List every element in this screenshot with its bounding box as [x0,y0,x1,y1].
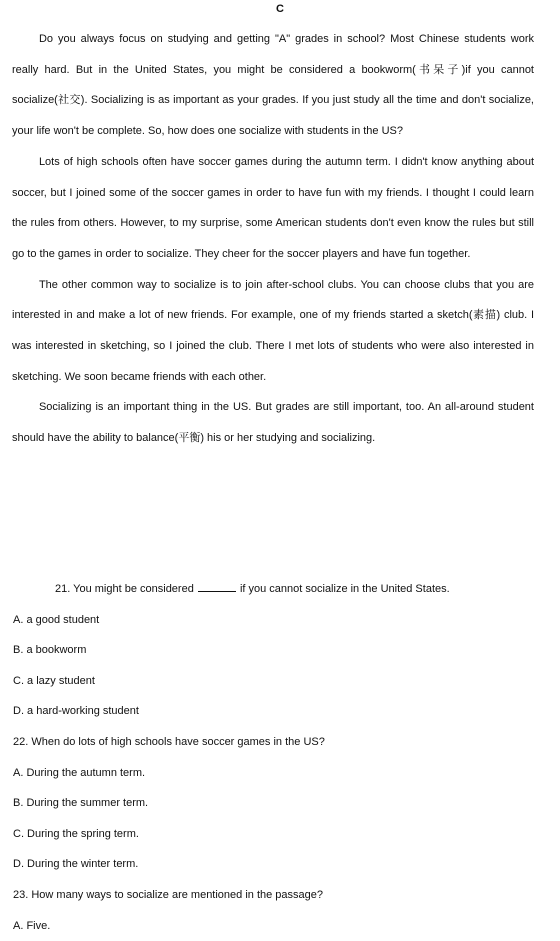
passage-paragraph-4: Socializing is an important thing in the US. But grades are still important, too. An all-around student should have the ability to balance(平衡) his or her studying and socializing. [12,401,534,445]
answer-blank [198,580,236,592]
question-21-stem [13,574,538,605]
passage-paragraph-2: Lots of high schools often have soccer games during the autumn term. I didn't know anything about soccer, but I joined some of the soccer games in order to have fun with my friends. I thought I could learn the rules from others. However, to my surprise, some American students don't even know the rules but still go to the games in order to socialize. They cheer for the soccer players and have fun together. [12,155,534,260]
question-22-option-c: C. During the spring term. [13,827,139,840]
passage-paragraph-1: Do you always focus on studying and getting "A" grades in school? Most Chinese students work really hard. But in the United States, you might be considered a bookworm(书呆子)if you cannot socialize(社交). Socializing is as important as your grades. If you just study all the time and don't socialize, your life won't be complete. So, how does one socialize with students in the US? [12,33,534,138]
question-22-stem: 22. When do lots of high schools have soccer games in the US? [13,735,325,748]
question-23-stem: 23. How many ways to socialize are mentioned in the passage? [13,888,324,901]
question-23-option-a: A. Five. [13,919,51,932]
section-letter: C [276,3,284,15]
question-21-option-c: C. a lazy student [13,674,95,687]
question-22-option-a: A. During the autumn term. [13,766,146,779]
question-21-option-a: A. a good student [13,613,100,626]
question-21-stem-end: if you cannot socialize in the United States. [236,583,450,595]
passage-paragraph-3: The other common way to socialize is to join after-school clubs. You can choose clubs that you are interested in and make a lot of new friends. For example, one of my friends started a sketch(素描) club. I was interested in sketching, so I joined the club. There I met lots of students who were also interested in sketching. We soon became friends with each other. [12,278,534,383]
question-list [13,574,538,941]
reading-passage [12,24,534,454]
question-22-option-d: D. During the winter term. [13,858,139,871]
question-22-option-b: B. During the summer term. [13,797,149,810]
question-21-option-d: D. a hard-working student [13,705,139,718]
question-21-stem-start: 21. You might be considered [55,583,197,595]
question-21-option-b: B. a bookworm [13,644,87,657]
